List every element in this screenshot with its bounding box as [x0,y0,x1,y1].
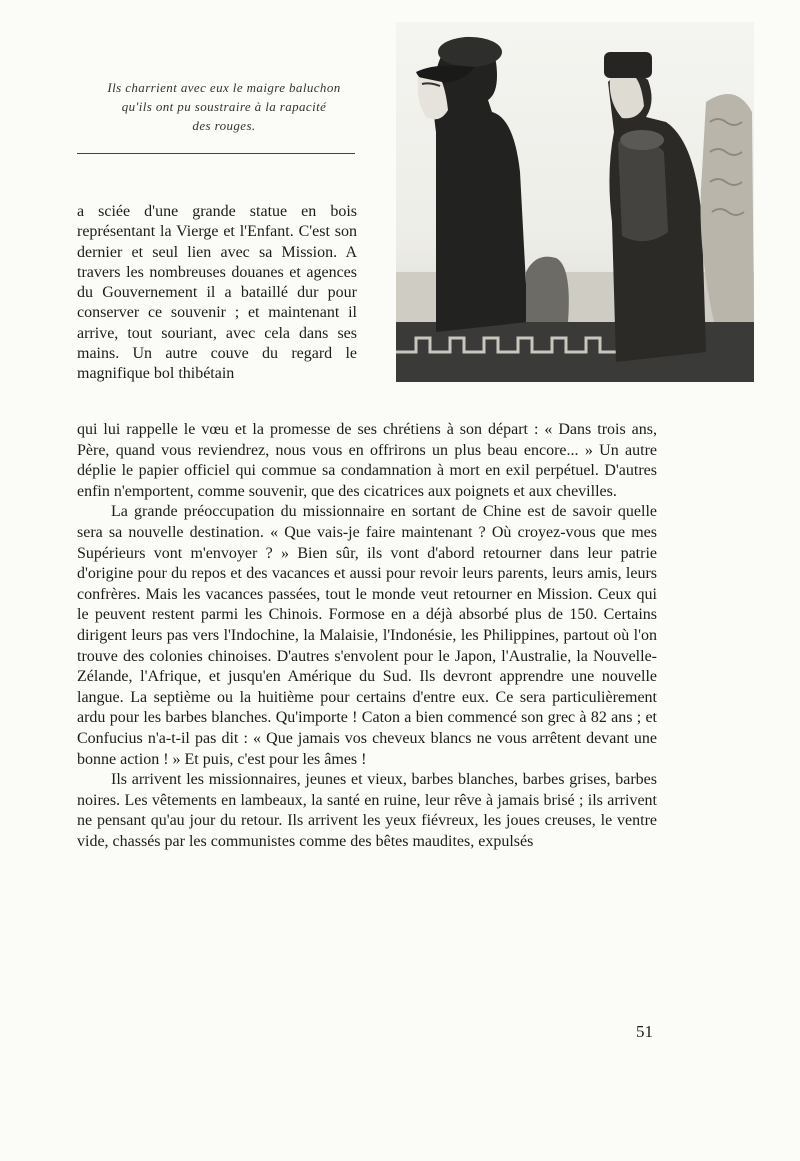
caption-line-3: des rouges. [192,118,256,133]
paragraph-narrow: a sciée d'une grande statue en bois représentant la Vierge et l'Enfant. C'est son dernier et seul lien avec sa Mission. A travers les nombreuses douanes et agences du Gouvernement il a bataillé dur pour conserver ce souvenir ; et maintenant il arrive, tout souriant, avec cela dans ses mains. Un autre couve du regard le magnifique bol thibétain [77,203,357,383]
photo-caption [78,78,370,135]
caption-line-1: Ils charrient avec eux le maigre baluchon [107,80,341,95]
paragraph-3: Ils arrivent les missionnaires, jeunes et vieux, barbes blanches, barbes grises, barbes noires. Les vêtements en lambeaux, la santé en ruine, leur rêve à jamais brisé ; ils arrivent ne pensant qu'au jour du retour. Ils arrivent les yeux fiévreux, les joues creuses, le ventre vide, chassés par les communistes comme des bêtes maudites, expulsés [77,771,657,850]
paragraph-2: La grande préoccupation du missionnaire en sortant de Chine est de savoir quelle sera sa nouvelle destination. « Que vais-je faire maintenant ? Où croyez-vous que mes Supérieurs vont m'envoyer ? » Bien sûr, ils vont d'abord retourner dans leur patrie d'origine pour du repos et des vacances et aussi pour revoir leurs parents, leurs amis, leurs confrères. Mais les vacances passées, tout le monde veut retourner en Mission. Ceux qui le peuvent restent parmi les Chinois. Formose en a déjà absorbé plus de 150. Certains dirigent leurs pas vers l'Indochine, la Malaisie, l'Indonésie, les Philippines, partout où l'on trouve des colonies chinoises. D'autres s'envolent pour le Japon, l'Australie, la Nouvelle-Zélande, l'Afrique, et jusqu'en Amérique du Sud. Ils devront apprendre une nouvelle langue. La septième ou la huitième pour certains d'entre eux. Ce sera particulièrement ardu pour les barbes blanches. Qu'importe ! Caton a bien commencé son grec à 82 ans ; et Confucius n'a-t-il pas dit : « Que jamais vos cheveux blancs ne vous arrêtent devant une bonne action ! » Et puis, c'est pour les âmes ! [77,503,657,768]
page-number: 51 [636,1022,653,1041]
photo-missionaries [396,22,754,382]
wide-text-column [77,420,657,852]
caption-divider [77,153,355,154]
caption-line-2: qu'ils ont pu soustraire à la rapacité [121,99,327,114]
paragraph-1: qui lui rappelle le vœu et la promesse de ses chrétiens à son départ : « Dans trois ans, Père, quand vous reviendrez, nous vous en offrirons un plus beau encore... » Un autre déplie le papier officiel qui commue sa condamnation à mort en exil perpétuel. D'autres enfin n'emportent, comme souvenir, que des cicatrices aux poignets et aux chevilles. [77,421,657,500]
photo-missionaries-icon [396,22,754,382]
narrow-text-column [77,202,357,385]
